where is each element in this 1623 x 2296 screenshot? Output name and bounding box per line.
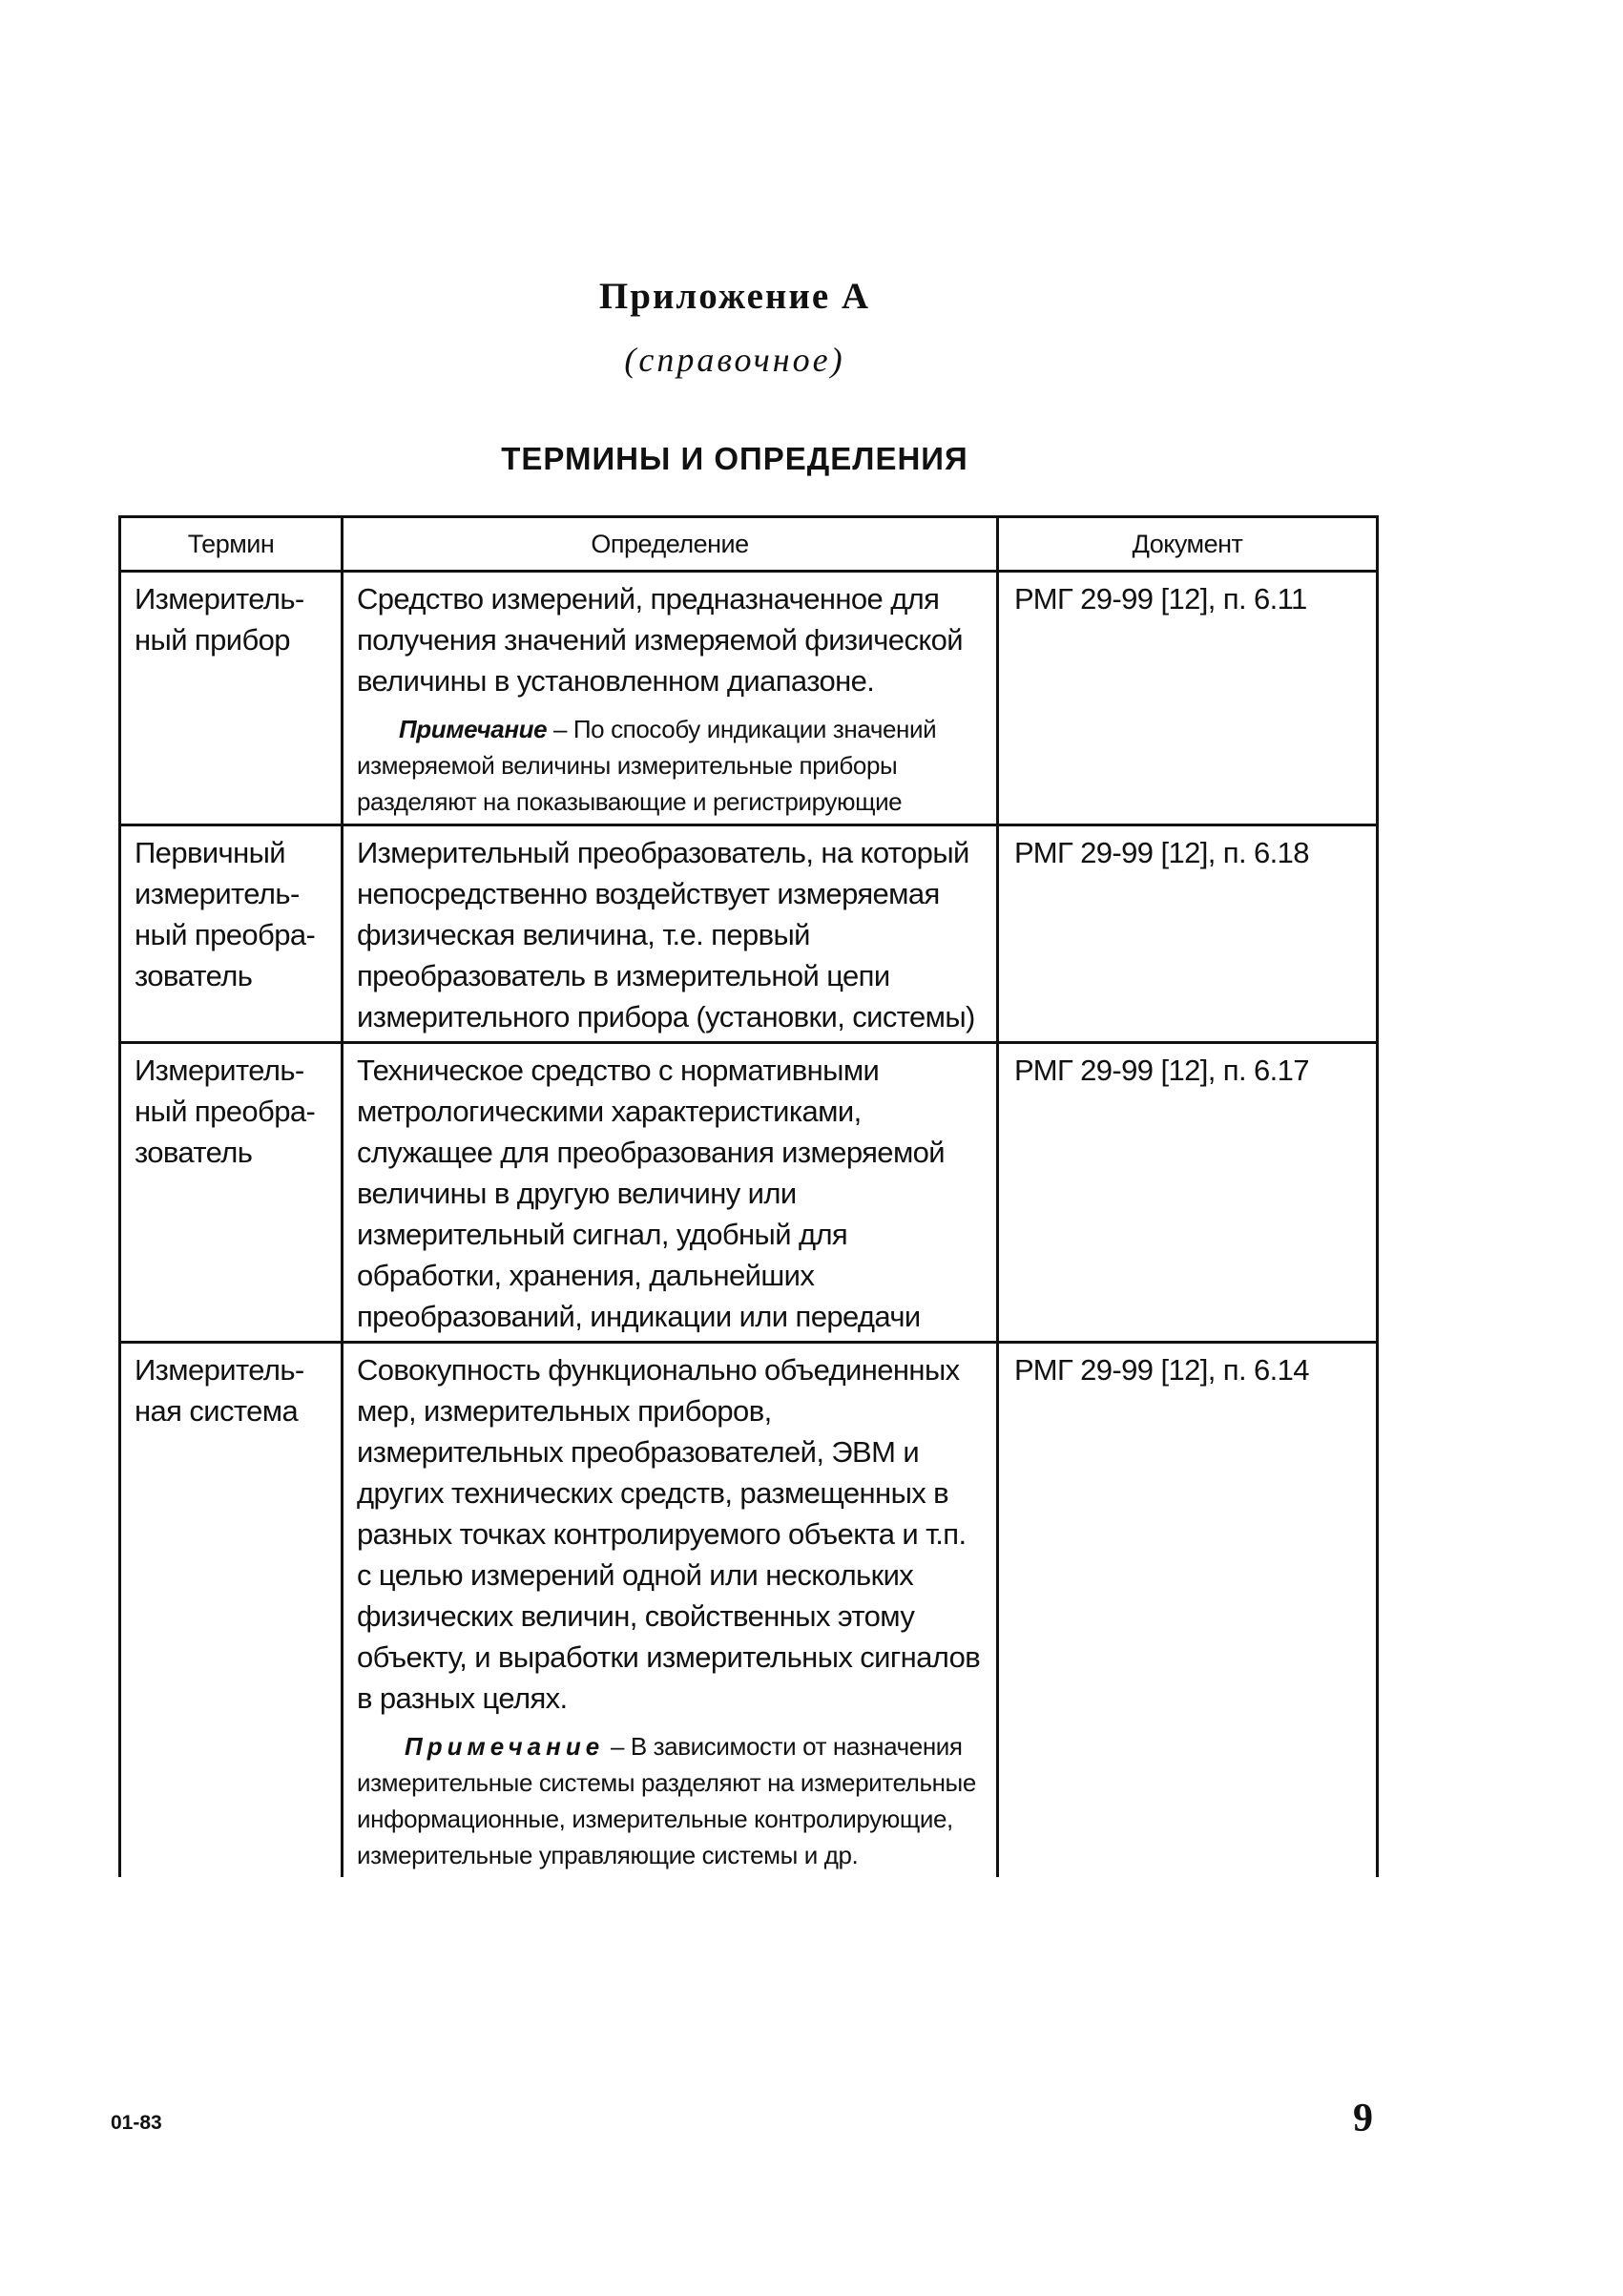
definition-cell [343,1343,998,1878]
appendix-subtitle: (справочное) [624,341,845,379]
column-header-document: Документ [998,517,1378,572]
document-cell: РМГ 29-99 [12], п. 6.17 [998,1043,1378,1343]
table-row [120,825,1378,1043]
table-row [120,1043,1378,1343]
table-row [120,1343,1378,1878]
note-label: Примечание [399,715,548,743]
definition-cell [343,825,998,1043]
definition-text: Средство измерений, предназначенное для получения значений измеряемой физической величины в установленном диапазоне. [357,582,964,698]
note-text: – В зависимости от назначения измерительные системы разделяют на измерительные информационные, измерительные контролирующие, измерительные управляющие системы и др. [357,1732,976,1869]
note-label: Примечание [405,1732,605,1761]
term-cell: Измеритель- ный преобра- зователь [120,1043,343,1343]
term-cell: Измеритель- ный прибор [120,572,343,825]
table-row [120,572,1378,825]
term-cell: Первичный измеритель- ный преобра- зователь [120,825,343,1043]
footer-code: 01-83 [111,2112,162,2134]
term-cell: Измеритель- ная система [120,1343,343,1878]
document-cell: РМГ 29-99 [12], п. 6.14 [998,1343,1378,1878]
section-heading: ТЕРМИНЫ И ОПРЕДЕЛЕНИЯ [501,441,968,476]
page-number: 9 [1353,2097,1373,2140]
definition-text: Совокупность функционально объединенных мер, измерительных приборов, измерительных преобразователей, ЭВМ и других технических средств, размещенных в разных точках контролируемого объекта и т.п. с целью измерений одной или нескольких физических величин, свойственных этому объекту, и выработки измерительных сигналов в разных целях. [357,1353,981,1715]
document-cell: РМГ 29-99 [12], п. 6.11 [998,572,1378,825]
column-header-definition: Определение [343,517,998,572]
table-header-row [120,517,1378,572]
note-text: – По способу индикации значений измеряемой величины измерительные приборы разделяют на показывающие и регистрирующие [357,715,937,816]
column-header-term: Термин [120,517,343,572]
definition-text: Техническое средство с нормативными метрологическими характеристиками, служащее для преобразования измеряемой величины в другую величину или измерительный сигнал, удобный для обработки, хранения, дальнейших преобразований, индикации или передачи [357,1054,946,1333]
note [357,1728,985,1873]
document-cell: РМГ 29-99 [12], п. 6.18 [998,825,1378,1043]
appendix-title: Приложение А [598,276,871,317]
definition-cell [343,572,998,825]
note [357,711,985,820]
terms-table [118,515,1379,1877]
definition-text: Измерительный преобразователь, на который непосредственно воздействует измеряемая физическая величина, т.е. первый преобразователь в измерительной цепи измерительного прибора (установки, системы) [357,836,975,1033]
definition-cell [343,1043,998,1343]
